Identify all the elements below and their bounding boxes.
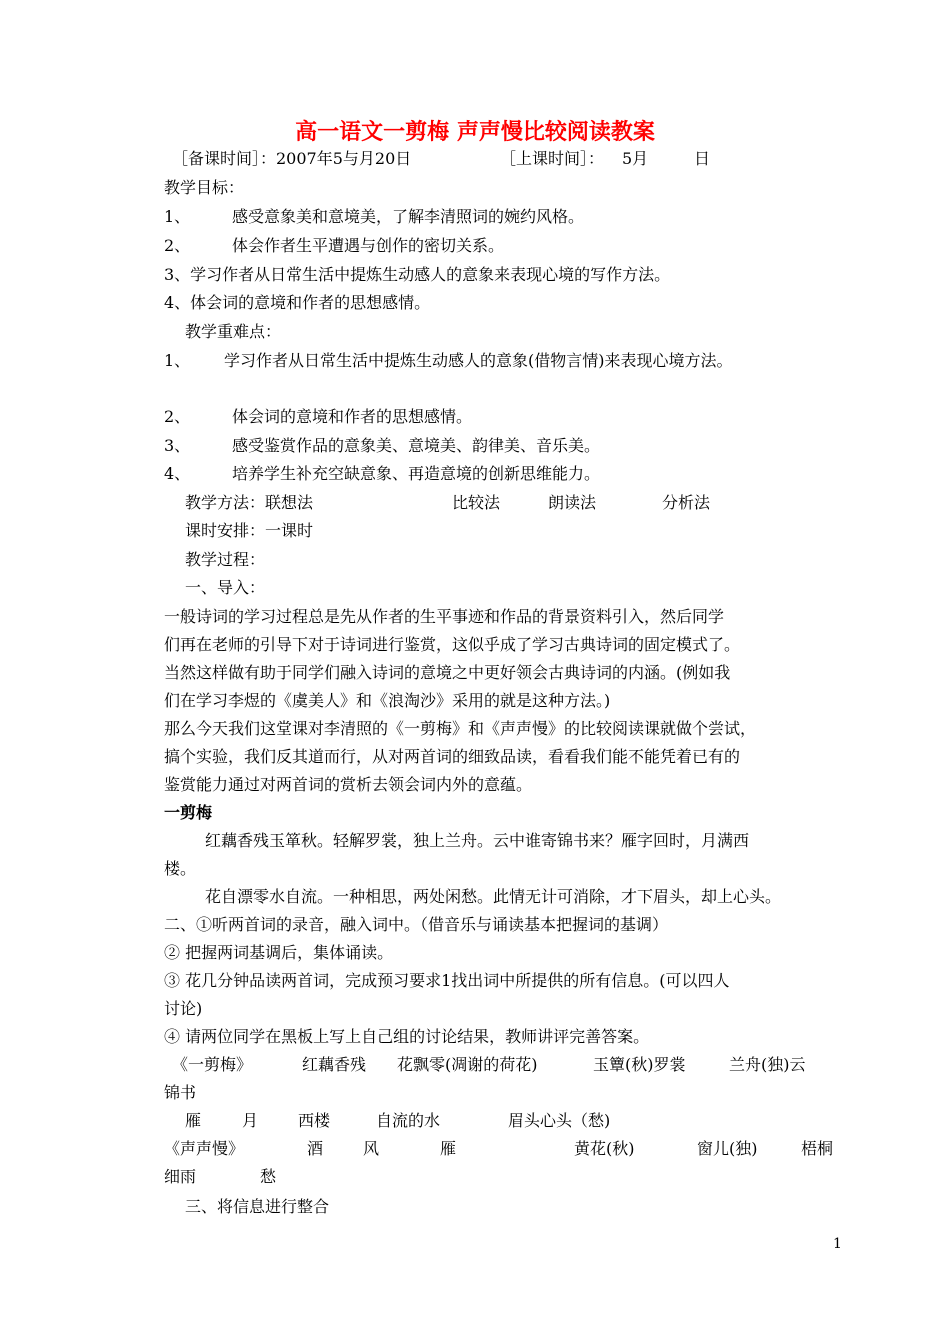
goal-text: 体会作者生平遭遇与创作的密切关系。 — [232, 236, 505, 255]
answer-cell: 花飘零(凋谢的荷花) — [397, 1055, 538, 1074]
answer-cell: 自流的水 — [376, 1111, 441, 1130]
step-line: 讨论) — [164, 999, 203, 1018]
poem-line: 红藕香残玉箪秋。轻解罗裳，独上兰舟。云中谁寄锦书来？雁字回时，月满西 — [205, 831, 750, 850]
schedule: 课时安排：一课时 — [185, 521, 314, 540]
key-text: 培养学生补充空缺意象、再造意境的创新思维能力。 — [232, 464, 601, 483]
goal-line: 4、体会词的意境和作者的思想感情。 — [164, 293, 431, 312]
poem-title: 一剪梅 — [164, 803, 213, 822]
intro-line: 那么今天我们这堂课对李清照的《一剪梅》和《声声慢》的比较阅读课就做个尝试， — [164, 719, 757, 738]
goal-num: 2、 — [164, 236, 191, 255]
method-item: 比较法 — [452, 493, 501, 512]
class-time-label: ［上课时间］： — [500, 149, 605, 168]
answer-row — [0, 1110, 950, 1132]
step-line: 二、①听两首词的录音，融入词中。（借音乐与诵读基本把握词的基调） — [164, 915, 669, 934]
answer-cell: 《一剪梅》 — [172, 1055, 253, 1074]
key-num: 1、 — [164, 351, 191, 370]
answer-cell: 雁 — [185, 1111, 202, 1130]
answer-cell: 西楼 — [298, 1111, 331, 1130]
answer-cell: 雁 — [440, 1139, 457, 1158]
answer-cell: 月 — [242, 1111, 259, 1130]
answer-cell: 《声声慢》 — [164, 1139, 245, 1158]
class-time-day: 日 — [694, 149, 711, 168]
intro-line: 们再在老师的引导下对于诗词进行鉴赏，这似乎成了学习古典诗词的固定模式了。 — [164, 635, 741, 654]
answer-cell: 酒 — [307, 1139, 324, 1158]
answer-row — [0, 1138, 950, 1160]
class-time-month: 5月 — [622, 149, 649, 168]
answer-cell: 愁 — [260, 1167, 277, 1186]
answer-cell: 玉簟(秋)罗裳 — [593, 1055, 686, 1074]
intro-heading: 一、导入： — [185, 578, 266, 597]
step-line: ② 把握两词基调后，集体诵读。 — [164, 943, 394, 962]
intro-line: 们在学习李煜的《虞美人》和《浪淘沙》采用的就是这种方法。) — [164, 691, 611, 710]
answer-cell: 兰舟(独)云 — [729, 1055, 806, 1074]
key-heading: 教学重难点： — [185, 322, 282, 341]
method-item: 分析法 — [662, 493, 711, 512]
intro-line: 一般诗词的学习过程总是先从作者的生平事迹和作品的背景资料引入，然后同学 — [164, 607, 725, 626]
answer-cell: 黄花(秋) — [574, 1139, 635, 1158]
method-item: 朗读法 — [548, 493, 597, 512]
section-heading: 三、将信息进行整合 — [185, 1197, 330, 1216]
intro-line: 搞个实验，我们反其道而行，从对两首词的细致品读，看看我们能不能凭着已有的 — [164, 747, 741, 766]
goal-text: 感受意象美和意境美，了解李清照词的婉约风格。 — [232, 207, 585, 226]
process-heading: 教学过程： — [185, 550, 266, 569]
page-number: 1 — [833, 1236, 842, 1252]
intro-line: 鉴赏能力通过对两首词的赏析去领会词内外的意蕴。 — [164, 775, 533, 794]
key-text: 体会词的意境和作者的思想感情。 — [232, 407, 473, 426]
poem-line: 花自漂零水自流。一种相思，两处闲愁。此情无计可消除，才下眉头，却上心头。 — [205, 887, 782, 906]
answer-row — [0, 1054, 950, 1076]
step-line: ③ 花几分钟品读两首词，完成预习要求1找出词中所提供的所有信息。(可以四人 — [164, 971, 730, 990]
answer-cell: 细雨 — [164, 1167, 197, 1186]
goals-heading: 教学目标： — [164, 178, 245, 197]
goal-line: 3、学习作者从日常生活中提炼生动感人的意象来表现心境的写作方法。 — [164, 265, 671, 284]
answer-cell: 红藕香残 — [302, 1055, 367, 1074]
answer-cell: 锦书 — [164, 1083, 197, 1102]
answer-cell: 窗儿(独) — [697, 1139, 758, 1158]
methods-label: 教学方法：联想法 — [185, 493, 314, 512]
intro-line: 当然这样做有助于同学们融入诗词的意境之中更好领会古典诗词的内涵。(例如我 — [164, 663, 731, 682]
answer-cell: 眉头心头（愁) — [508, 1111, 611, 1130]
key-num: 2、 — [164, 407, 191, 426]
answer-row — [0, 1166, 950, 1188]
goal-num: 1、 — [164, 207, 191, 226]
answer-cell: 梧桐 — [801, 1139, 834, 1158]
key-text: 学习作者从日常生活中提炼生动感人的意象(借物言情)来表现心境方法。 — [224, 351, 733, 370]
prep-time: ［备课时间］：2007年5与月20日 — [172, 149, 412, 168]
poem-line: 楼。 — [164, 859, 197, 878]
answer-cell: 风 — [363, 1139, 380, 1158]
key-text: 感受鉴赏作品的意象美、意境美、韵律美、音乐美。 — [232, 436, 601, 455]
key-num: 4、 — [164, 464, 191, 483]
step-line: ④ 请两位同学在黑板上写上自己组的讨论结果，教师讲评完善答案。 — [164, 1027, 650, 1046]
document-title: 高一语文一剪梅 声声慢比较阅读教案 — [295, 119, 655, 145]
key-num: 3、 — [164, 436, 191, 455]
